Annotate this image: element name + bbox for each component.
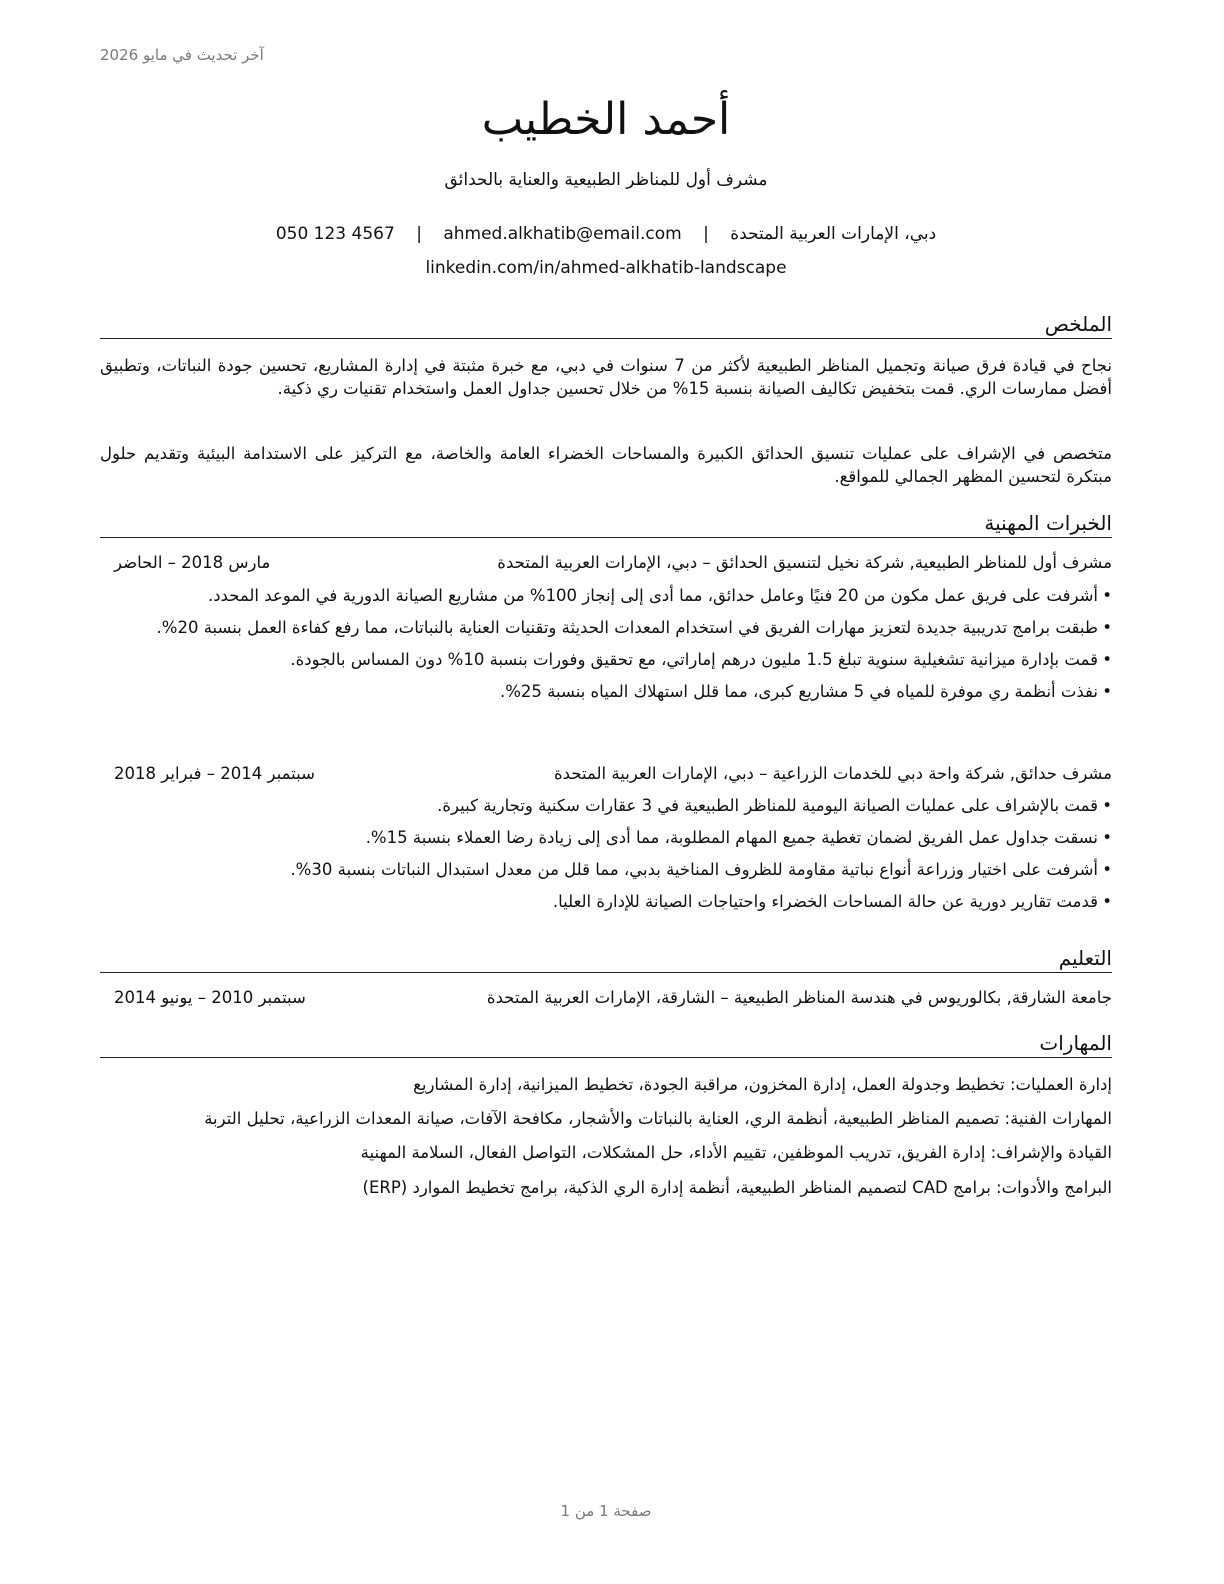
- section-heading-summary: الملخص: [100, 312, 1112, 339]
- job-bullets: [112, 584, 1112, 712]
- education-row: [100, 988, 1112, 1012]
- section-heading-education: التعليم: [100, 946, 1112, 973]
- last-updated-note: آخر تحديث في مايو 2026: [100, 46, 264, 64]
- list-item: • نسقت جداول عمل الفريق لضمان تغطية جميع المهام المطلوبة، مما أدى إلى زيادة رضا العملاء بنسبة 15%.: [112, 826, 1112, 849]
- contact-email[interactable]: ahmed.alkhatib@email.com: [443, 224, 682, 244]
- skill-line: القيادة والإشراف: إدارة الفريق، تدريب الموظفين، تقييم الأداء، حل المشكلات، التواصل الفعال، السلامة المهنية: [360, 1143, 1112, 1162]
- section-heading-skills: المهارات: [100, 1031, 1112, 1058]
- list-item: • قمت بالإشراف على عمليات الصيانة اليومية للمناظر الطبيعية في 3 عقارات سكنية وتجارية كبيرة.: [112, 794, 1112, 817]
- skill-line: المهارات الفنية: تصميم المناظر الطبيعية، أنظمة الري، العناية بالنباتات والأشجار، مكافحة الآفات، صيانة المعدات الزراعية، تحليل التربة: [204, 1109, 1112, 1128]
- list-item: • أشرفت على اختيار وزراعة أنواع نباتية مقاومة للظروف المناخية بدبي، مما قلل من معدل استبدال النباتات بنسبة 30%.: [112, 858, 1112, 881]
- skill-line: البرامج والأدوات: برامج CAD لتصميم المناظر الطبيعية، أنظمة إدارة الري الذكية، برامج تخطيط الموارد (ERP): [362, 1178, 1112, 1197]
- contact-line: [100, 224, 1112, 244]
- list-item: • قدمت تقارير دورية عن حالة المساحات الخضراء واحتياجات الصيانة للإدارة العليا.: [112, 890, 1112, 913]
- education-line: جامعة الشارقة, بكالوريوس في هندسة المناظر الطبيعية – الشارقة، الإمارات العربية المتحدة: [486, 988, 1112, 1007]
- job-dates: سبتمبر 2014 – فبراير 2018: [114, 764, 315, 783]
- job-bullets: [112, 794, 1112, 922]
- summary-paragraph: متخصص في الإشراف على عمليات تنسيق الحدائق الكبيرة والمساحات الخضراء العامة والخاصة، مع التركيز على الاستدامة البيئية وتقديم حلول مبتكرة لتحسين المظهر الجمالي للمواقع.: [100, 444, 1112, 486]
- skill-line: إدارة العمليات: تخطيط وجدولة العمل، إدارة المخزون، مراقبة الجودة، تخطيط الميزانية، إدارة المشاريع: [413, 1075, 1112, 1094]
- section-heading-experience: الخبرات المهنية: [100, 511, 1112, 538]
- summary-paragraph: نجاح في قيادة فرق صيانة وتجميل المناظر الطبيعية لأكثر من 7 سنوات في دبي، مع خبرة مثبتة في إدارة المشاريع، تحسين جودة النباتات، وتطبيق أفضل ممارسات الري. قمت بتخفيض تكاليف الصيانة بنسبة 15% من خلال تحسين جداول العمل واستخدام تقنيات ري ذكية.: [100, 356, 1112, 398]
- education-dates: سبتمبر 2010 – يونيو 2014: [114, 988, 306, 1007]
- job-header: [100, 553, 1112, 577]
- list-item: • أشرفت على فريق عمل مكون من 20 فنيًا وعامل حدائق، مما أدى إلى إنجاز 100% من مشاريع الصيانة الدورية في الموعد المحدد.: [112, 584, 1112, 607]
- job-role-line: مشرف أول للمناظر الطبيعية, شركة نخيل لتنسيق الحدائق – دبي، الإمارات العربية المتحدة: [497, 553, 1112, 572]
- job-header: [100, 764, 1112, 788]
- candidate-name: أحمد الخطيب: [481, 94, 731, 145]
- list-item: • طبقت برامج تدريبية جديدة لتعزيز مهارات الفريق في استخدام المعدات الحديثة وتقنيات العناية بالنباتات، مما رفع كفاءة العمل بنسبة 20%.: [112, 616, 1112, 639]
- list-item: • قمت بإدارة ميزانية تشغيلية سنوية تبلغ 1.5 مليون درهم إماراتي، مع تحقيق وفورات بنسبة 10% دون المساس بالجودة.: [112, 648, 1112, 671]
- contact-phone: 050 123 4567: [275, 224, 395, 244]
- contact-separator: |: [416, 224, 422, 244]
- contact-separator: |: [703, 224, 709, 244]
- page-number: صفحة 1 من 1: [560, 1502, 652, 1520]
- contact-location: دبي، الإمارات العربية المتحدة: [730, 224, 937, 244]
- contact-linkedin[interactable]: linkedin.com/in/ahmed-alkhatib-landscape: [425, 258, 787, 278]
- job-role-line: مشرف حدائق, شركة واحة دبي للخدمات الزراعية – دبي، الإمارات العربية المتحدة: [554, 764, 1112, 783]
- candidate-title: مشرف أول للمناظر الطبيعية والعناية بالحدائق: [444, 170, 768, 190]
- resume-page: [100, 0, 1112, 1584]
- list-item: • نفذت أنظمة ري موفرة للمياه في 5 مشاريع كبرى، مما قلل استهلاك المياه بنسبة 25%.: [112, 680, 1112, 703]
- job-dates: مارس 2018 – الحاضر: [114, 553, 271, 572]
